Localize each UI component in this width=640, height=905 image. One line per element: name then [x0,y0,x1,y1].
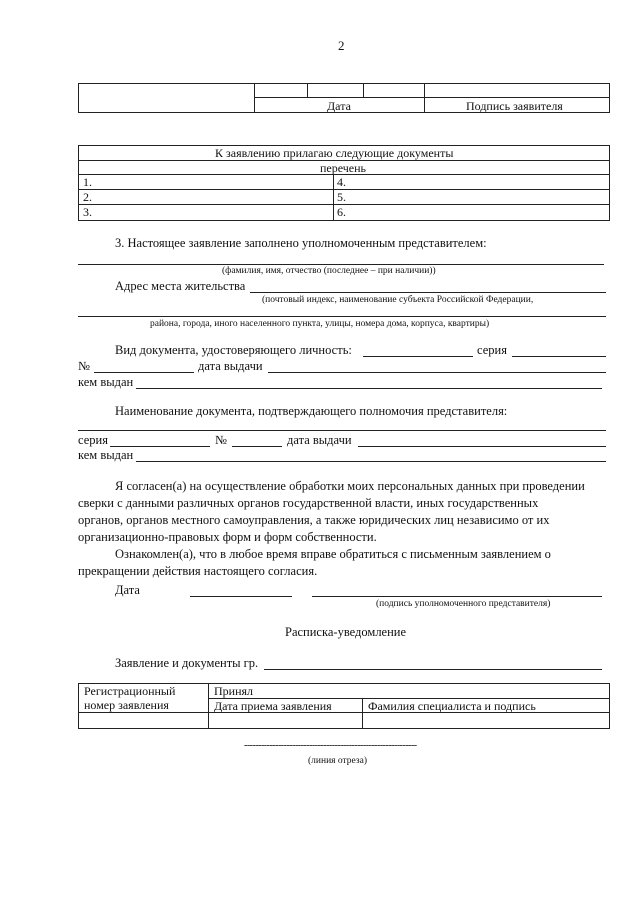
series-field-2[interactable] [110,446,210,447]
attached-docs-subheader: перечень [320,161,367,175]
issued-by-label: кем выдан [78,375,134,389]
page-number: 2 [338,38,345,53]
id-doc-type-field[interactable] [363,356,473,357]
address-label: Адрес места жительства [115,279,246,293]
issue-date-field-2[interactable] [358,446,606,447]
authority-doc-label: Наименование документа, подтверждающего полномочия представителя: [115,404,508,418]
acceptance-date-cell[interactable] [209,713,362,728]
authority-doc-field[interactable] [78,430,606,431]
consent-line: Я согласен(а) на осуществление обработки моих персональных данных при проведении [115,479,585,493]
issue-date-label: дата выдачи [198,359,263,373]
accepted-header: Принял [214,684,254,698]
table-divider [307,83,308,97]
address-caption-2: района, города, иного населенного пункта, улицы, номера дома, корпуса, квартиры) [150,319,490,329]
table-divider [363,83,364,97]
doc-number: 4. [337,175,346,189]
address-caption: (почтовый индекс, наименование субъекта Российской Федерации, [262,295,534,305]
cut-line-caption: (линия отреза) [308,756,368,766]
table-divider [254,97,610,98]
receipt-docs-label: Заявление и документы гр. [115,656,259,670]
table-divider [424,83,425,113]
consent-date-label: Дата [115,583,140,597]
doc-number: 6. [337,205,346,219]
issue-date-field[interactable] [268,372,606,373]
number-field[interactable] [94,372,194,373]
series-label: серия [477,343,507,357]
fio-field[interactable] [78,264,604,265]
reg-number-header-line1: Регистрационный [84,684,176,698]
receipt-title: Расписка-уведомление [285,625,407,639]
receipt-name-field[interactable] [264,669,602,670]
series-field[interactable] [512,356,606,357]
doc-number: 1. [83,175,92,189]
series-label-2: серия [78,433,108,447]
signature-caption: (подпись уполномоченного представителя) [376,599,551,609]
number-field-2[interactable] [232,446,282,447]
issued-by-label-2: кем выдан [78,448,134,462]
address-field-line2[interactable] [78,316,606,317]
specialist-signature-cell[interactable] [363,713,609,728]
doc-number: 2. [83,190,92,204]
acceptance-date-header: Дата приема заявления [214,699,332,713]
reg-number-header-line2: номер заявления [84,698,169,712]
attached-docs-header: К заявлению прилагаю следующие документы [215,146,454,160]
consent-line: сверки с данными различных органов государственной власти, иных государственных [78,496,539,510]
number-label: № [78,359,90,373]
doc-number: 3. [83,205,92,219]
table-divider [254,83,255,113]
issued-by-field-2[interactable] [136,461,606,462]
address-field[interactable] [250,292,606,293]
acknowledgement-line: Ознакомлен(а), что в любое время вправе обратиться с письменным заявлением о [115,547,551,561]
consent-line: органов, органов местного самоуправления, а также юридических лиц независимо от их [78,513,550,527]
date-label: Дата [327,99,351,113]
consent-line: организационно-правовых форм и форм собственности. [78,530,377,544]
representative-signature-field[interactable] [312,596,602,597]
acknowledgement-line: прекращении действия настоящего согласия. [78,564,318,578]
number-label-2: № [215,433,227,447]
issue-date-label-2: дата выдачи [287,433,352,447]
table-divider [333,174,334,221]
cut-line: ------------------------------------------------------------- [244,740,417,751]
fio-caption: (фамилия, имя, отчество (последнее – при наличии)) [222,266,436,276]
specialist-header: Фамилия специалиста и подпись [368,699,536,713]
representative-heading: 3. Настоящее заявление заполнено уполномоченным представителем: [115,236,487,250]
consent-date-field[interactable] [190,596,292,597]
reg-number-cell[interactable] [79,713,208,728]
issued-by-field[interactable] [136,388,602,389]
doc-number: 5. [337,190,346,204]
id-doc-label: Вид документа, удостоверяющего личность: [115,343,352,357]
signature-label: Подпись заявителя [466,99,563,113]
